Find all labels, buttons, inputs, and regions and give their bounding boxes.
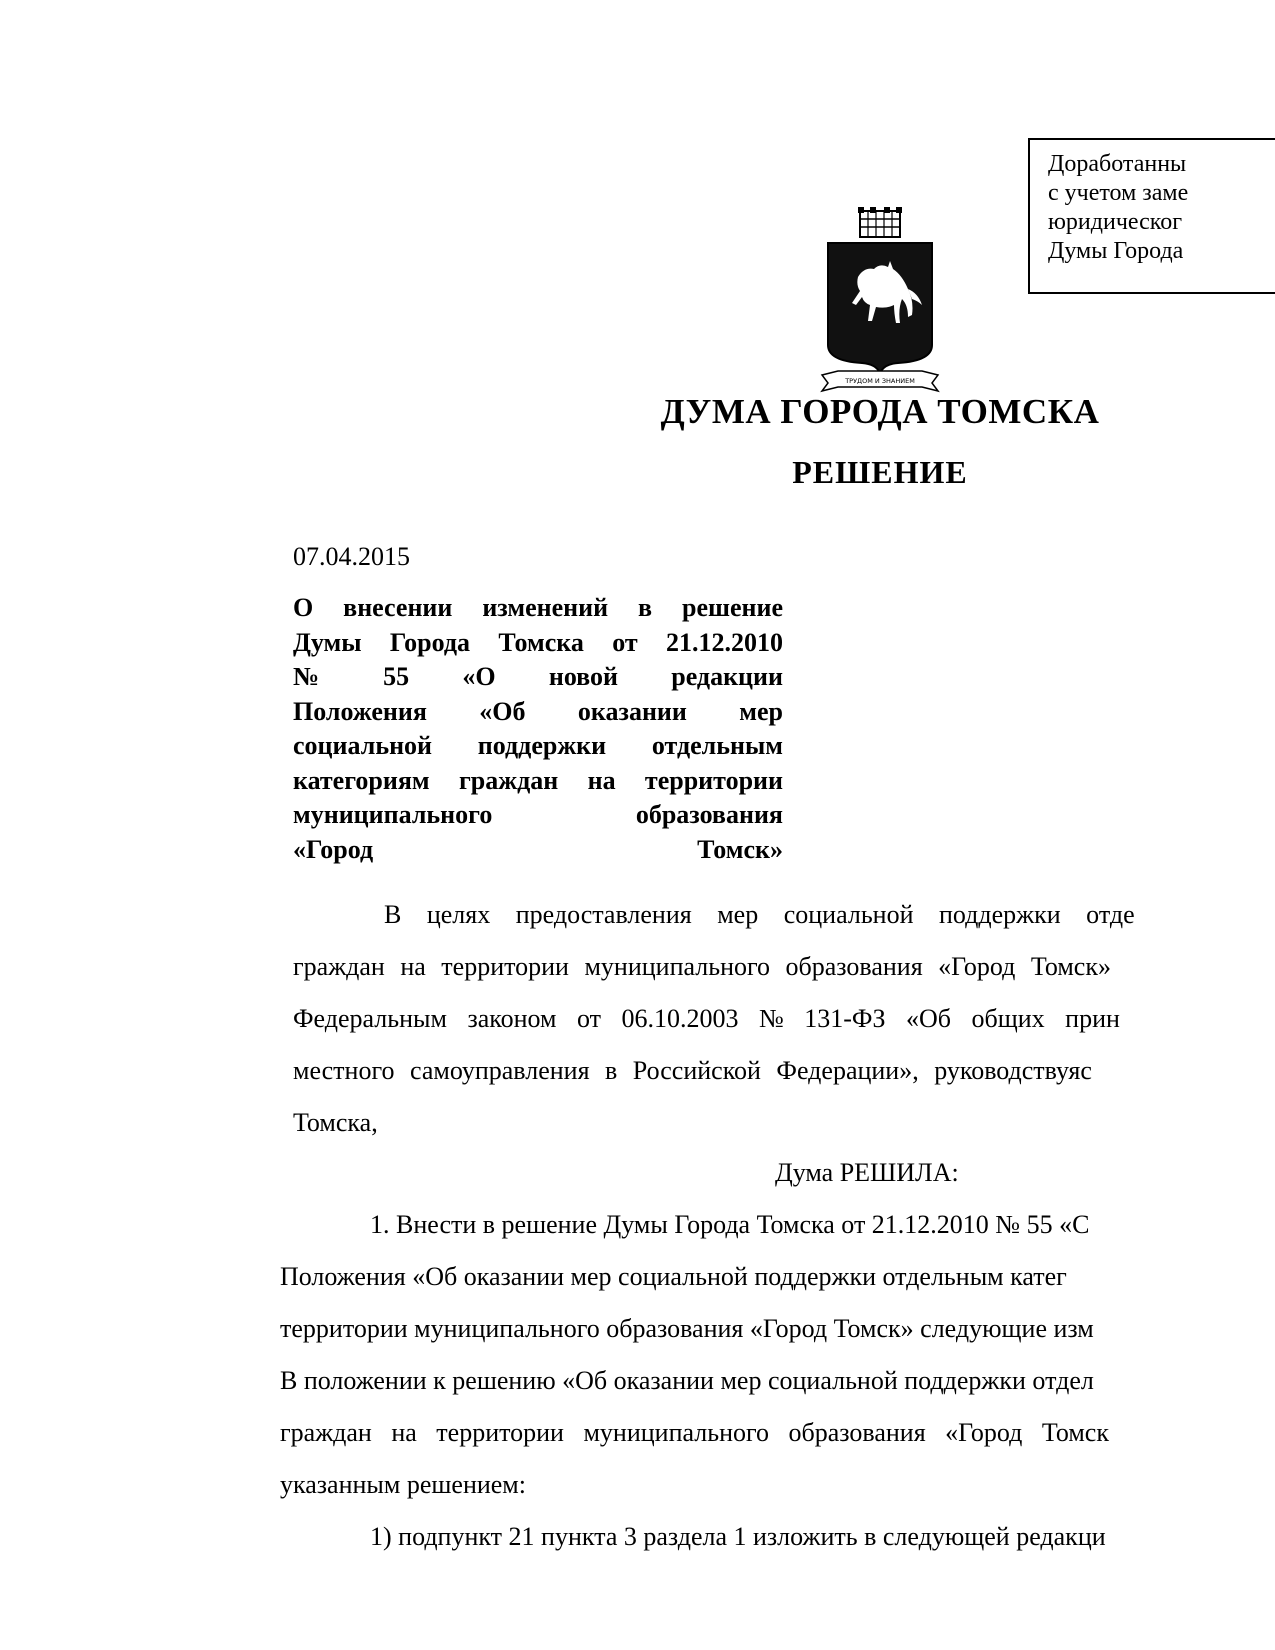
revision-note-box bbox=[1028, 138, 1275, 294]
body-line: Положения «Об оказании мер социальной поддержки отдельным катег bbox=[280, 1262, 1067, 1291]
revision-note-line: Думы Города bbox=[1048, 238, 1184, 264]
body-line: 1. Внести в решение Думы Города Томска от 21.12.2010 № 55 «С bbox=[370, 1210, 1090, 1239]
body-line: 1) подпункт 21 пункта 3 раздела 1 изложить в следующей редакци bbox=[370, 1522, 1106, 1551]
subject-line: «Город Томск» bbox=[293, 834, 783, 864]
subject-line: Думы Города Томска от 21.12.2010 bbox=[293, 627, 783, 657]
subject-line: О внесении изменений в решение bbox=[293, 593, 783, 622]
preamble-line: Федеральным законом от 06.10.2003 № 131-ФЗ «Об общих прин bbox=[293, 1004, 1120, 1033]
motto-ribbon-icon bbox=[822, 371, 938, 391]
council-title: ДУМА ГОРОДА ТОМСКА bbox=[660, 392, 1100, 431]
shield-icon bbox=[828, 243, 932, 373]
preamble-line: В целях предоставления мер социальной поддержки отде bbox=[384, 900, 1135, 929]
subject-line: № 55 «О новой редакции bbox=[293, 662, 783, 691]
subject-line: социальной поддержки отдельным bbox=[293, 731, 783, 760]
subject-line: категориям граждан на территории bbox=[293, 765, 783, 795]
subject-line: муниципального образования bbox=[293, 800, 783, 829]
body-line: граждан на территории муниципального образования «Город Томск bbox=[280, 1418, 1109, 1447]
document-type-title: РЕШЕНИЕ bbox=[792, 454, 968, 490]
preamble-line: граждан на территории муниципального образования «Город Томск» bbox=[293, 952, 1111, 981]
document-subject bbox=[293, 591, 783, 867]
tomsk-coat-of-arms-icon bbox=[818, 205, 942, 397]
revision-note-line: юридическог bbox=[1048, 209, 1183, 235]
preamble-line: Томска, bbox=[293, 1108, 378, 1137]
revision-note-line: с учетом заме bbox=[1048, 180, 1189, 206]
body-line: В положении к решению «Об оказании мер социальной поддержки отдел bbox=[280, 1366, 1094, 1395]
revision-note-line: Доработанны bbox=[1048, 151, 1187, 177]
body-line: указанным решением: bbox=[280, 1470, 526, 1499]
resolution-header: Дума РЕШИЛА: bbox=[775, 1158, 959, 1187]
crown-icon bbox=[858, 207, 902, 237]
subject-line: Положения «Об оказании мер bbox=[293, 696, 783, 726]
body-line: территории муниципального образования «Город Томск» следующие изм bbox=[280, 1314, 1094, 1343]
preamble-line: местного самоуправления в Российской Федерации», руководствуяс bbox=[293, 1056, 1092, 1085]
motto-text: ТРУДОМ И ЗНАНИЕМ bbox=[845, 377, 915, 385]
document-date: 07.04.2015 bbox=[293, 542, 410, 571]
